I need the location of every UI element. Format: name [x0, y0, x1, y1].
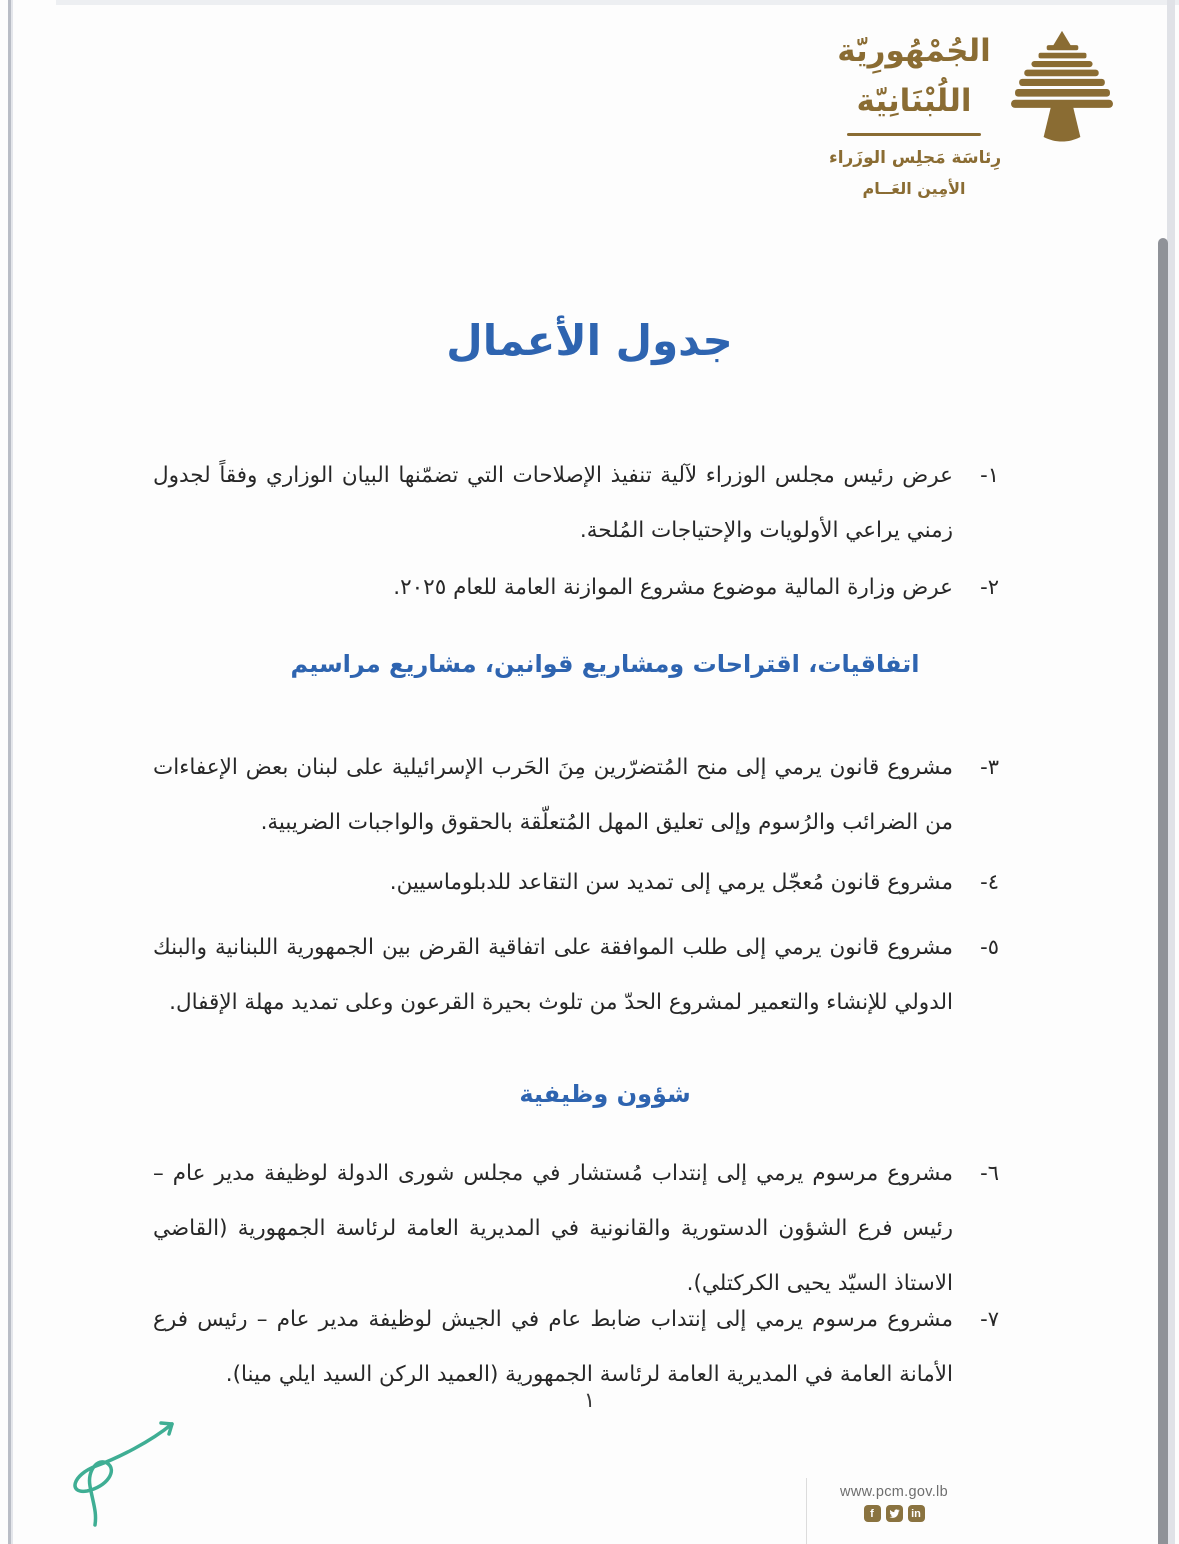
section-heading-staffing: شؤون وظيفية [519, 1080, 691, 1108]
scan-edge-left-soft [11, 0, 13, 1544]
handwritten-signature-mark [54, 1408, 204, 1532]
item-number: ٥- [980, 935, 999, 959]
item-text: مشروع قانون مُعجّل يرمي إلى تمديد سن التقاعد للدبلوماسيين. [389, 870, 953, 895]
cedar-tree-logo-icon [1011, 30, 1113, 150]
scan-edge-right-light [1167, 0, 1175, 1544]
item-text: عرض وزارة المالية موضوع مشروع الموازنة العامة للعام ٢٠٢٥. [393, 575, 953, 600]
item-text: مشروع مرسوم يرمي إلى إنتداب مُستشار في مجلس شورى الدولة لوظيفة مدير عام – رئيس فرع الشؤون الدستورية والقانونية في المديرية العامة لرئاسة الجمهورية (القاضي الاستاذ السيّد يحيى الكركتلي). [153, 1161, 953, 1296]
item-number: ١- [980, 463, 999, 487]
linkedin-icon: in [908, 1505, 925, 1522]
agenda-item-7 [153, 1292, 999, 1402]
footer-separator [806, 1478, 807, 1544]
item-text: عرض رئيس مجلس الوزراء لآلية تنفيذ الإصلاحات التي تضمّنها البيان الوزاري وفقاً لجدول زمني يراعي الأولويات والإحتياجات المُلحة. [153, 463, 953, 543]
item-number: ٣- [980, 755, 999, 779]
agenda-item-4 [153, 855, 999, 910]
agenda-item-6 [153, 1146, 999, 1311]
footer-website: www.pcm.gov.lb [840, 1484, 948, 1500]
scan-edge-right-shadow [1158, 238, 1168, 1544]
facebook-icon: f [864, 1505, 881, 1522]
item-text: مشروع قانون يرمي إلى منح المُتضرّرين مِنَ الحَرب الإسرائيلية على لبنان بعض الإعفاءات من الضرائب والرُسوم وإلى تعليق المهل المُتعلّقة بالحقوق والواجبات الضريبية. [153, 755, 953, 835]
item-number: ٤- [980, 870, 999, 894]
agenda-item-5 [153, 920, 999, 1030]
letterhead-office: رِئاسَة مَجلِس الوزَراء [829, 148, 1002, 168]
item-text: مشروع قانون يرمي إلى طلب الموافقة على اتفاقية القرض بين الجمهورية اللبنانية والبنك الدولي للإنشاء والتعمير لمشروع الحدّ من تلوث بحيرة القرعون وعلى تمديد مهلة الإقفال. [153, 935, 953, 1015]
item-text: مشروع مرسوم يرمي إلى إنتداب ضابط عام في الجيش لوظيفة مدير عام – رئيس فرع الأمانة العامة في المديرية العامة لرئاسة الجمهورية (العميد الركن السيد ايلي مينا). [153, 1307, 953, 1387]
item-number: ٢- [980, 575, 999, 599]
footer [812, 1484, 976, 1522]
item-number: ٧- [980, 1307, 999, 1331]
agenda-item-2 [153, 560, 999, 615]
scan-edge-top [56, 0, 1179, 5]
agenda-item-1 [153, 448, 999, 558]
item-number: ٦- [980, 1161, 999, 1185]
letterhead-text-block [829, 26, 1002, 198]
section-heading-agreements: اتفاقيات، اقتراحات ومشاريع قوانين، مشاريع مراسيم [290, 650, 920, 678]
letterhead-secretary: الأمِين العَــام [862, 179, 966, 198]
agenda-item-3 [153, 740, 999, 850]
republic-name-line2: اللُبْنَانِيّة [856, 83, 972, 119]
republic-name-line1: الجُمْهُورِيّة [837, 33, 991, 69]
letterhead [829, 26, 1113, 198]
letterhead-divider [847, 133, 981, 136]
twitter-icon [886, 1505, 903, 1522]
page-title: جدول الأعمال [446, 316, 733, 366]
page-number: ١ [583, 1388, 596, 1412]
footer-social-icons [812, 1505, 976, 1522]
